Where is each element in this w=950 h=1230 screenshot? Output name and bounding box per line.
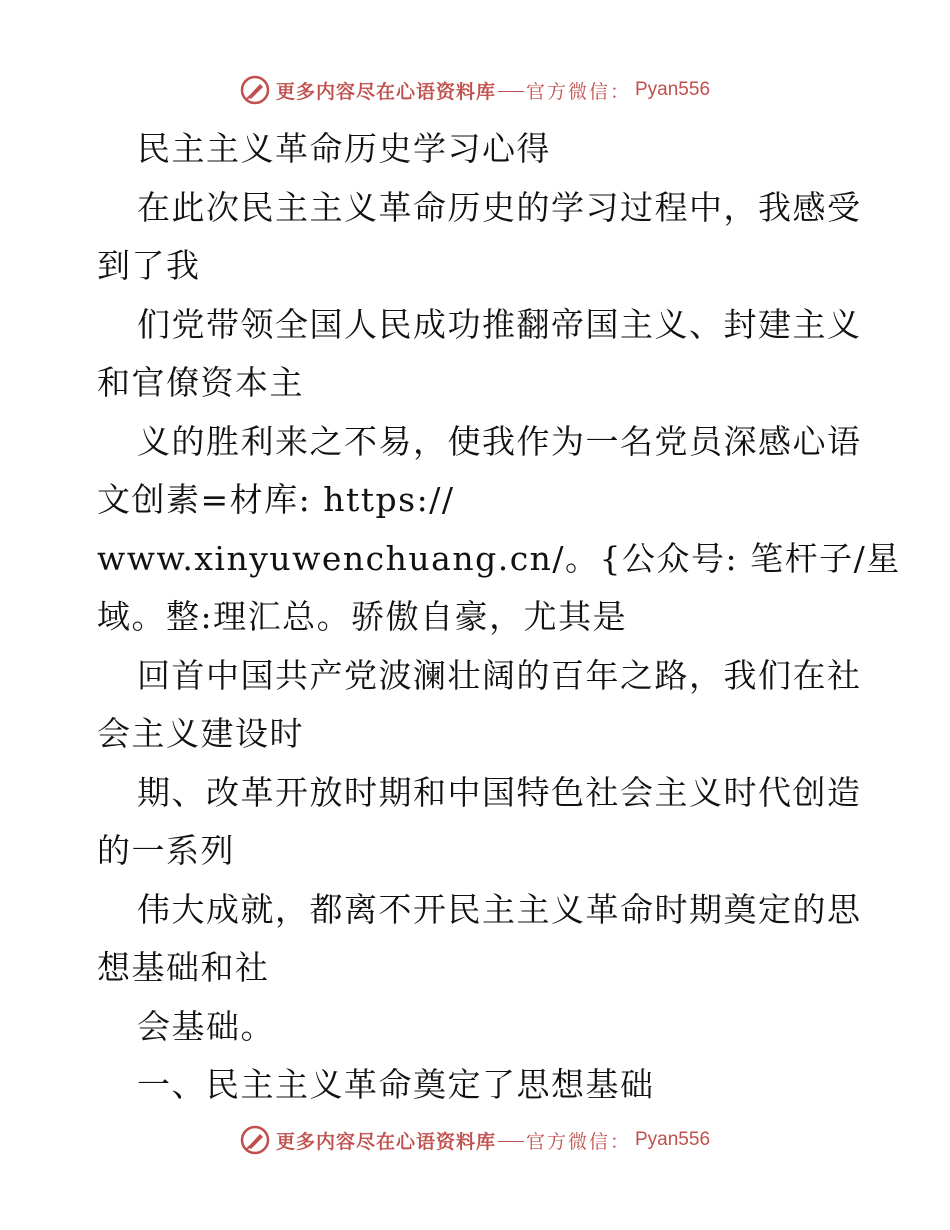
banner-dash (498, 91, 524, 92)
text-line: 想基础和社 (97, 948, 270, 987)
banner-wechat-id: Pyan556 (635, 79, 711, 100)
banner-official-label: 官方微信： (525, 80, 631, 103)
banner-official-label: 官方微信： (525, 1130, 631, 1153)
text-line: 伟大成就，都离不开民主主义革命时期奠定的思 (137, 889, 862, 929)
text-line: 的一系列 (97, 831, 235, 870)
header-watermark-banner (0, 72, 950, 108)
text-line: 会主义建设时 (97, 714, 304, 753)
quill-logo-icon (240, 75, 270, 105)
text-line: 们党带领全国人民成功推翻帝国主义、封建主义 (137, 304, 862, 344)
banner-dash (498, 1141, 524, 1142)
section-heading: 一、民主主义革命奠定了思想基础 (137, 1065, 655, 1104)
text-line: 在此次民主主义革命历史的学习过程中，我感受 (137, 187, 862, 227)
text-line: 到了我 (97, 246, 201, 285)
text-line: 义的胜利来之不易，使我作为一名党员深感心语 (137, 421, 862, 461)
text-line: 会基础。 (137, 1006, 275, 1046)
document-title: 民主主义革命历史学习心得 (137, 129, 551, 168)
banner-wechat-id: Pyan556 (635, 1129, 711, 1150)
banner-brand-text: 更多内容尽在心语资料库 (275, 1130, 496, 1153)
footer-watermark-banner (0, 1122, 950, 1158)
document-body (97, 120, 901, 1115)
quill-logo-icon (240, 1125, 270, 1155)
banner-brand-text: 更多内容尽在心语资料库 (275, 80, 496, 103)
text-line: 期、改革开放时期和中国特色社会主义时代创造 (137, 772, 862, 812)
text-line: 回首中国共产党波澜壮阔的百年之路，我们在社 (137, 655, 862, 695)
text-line: 文创素=材库: https:// (97, 480, 455, 519)
text-line: www.xinyuwenchuang.cn/。{公众号: 笔杆子/星 (97, 538, 901, 578)
text-line: 和官僚资本主 (97, 363, 304, 402)
text-line: 域。整:理汇总。骄傲自豪，尤其是 (97, 597, 628, 636)
